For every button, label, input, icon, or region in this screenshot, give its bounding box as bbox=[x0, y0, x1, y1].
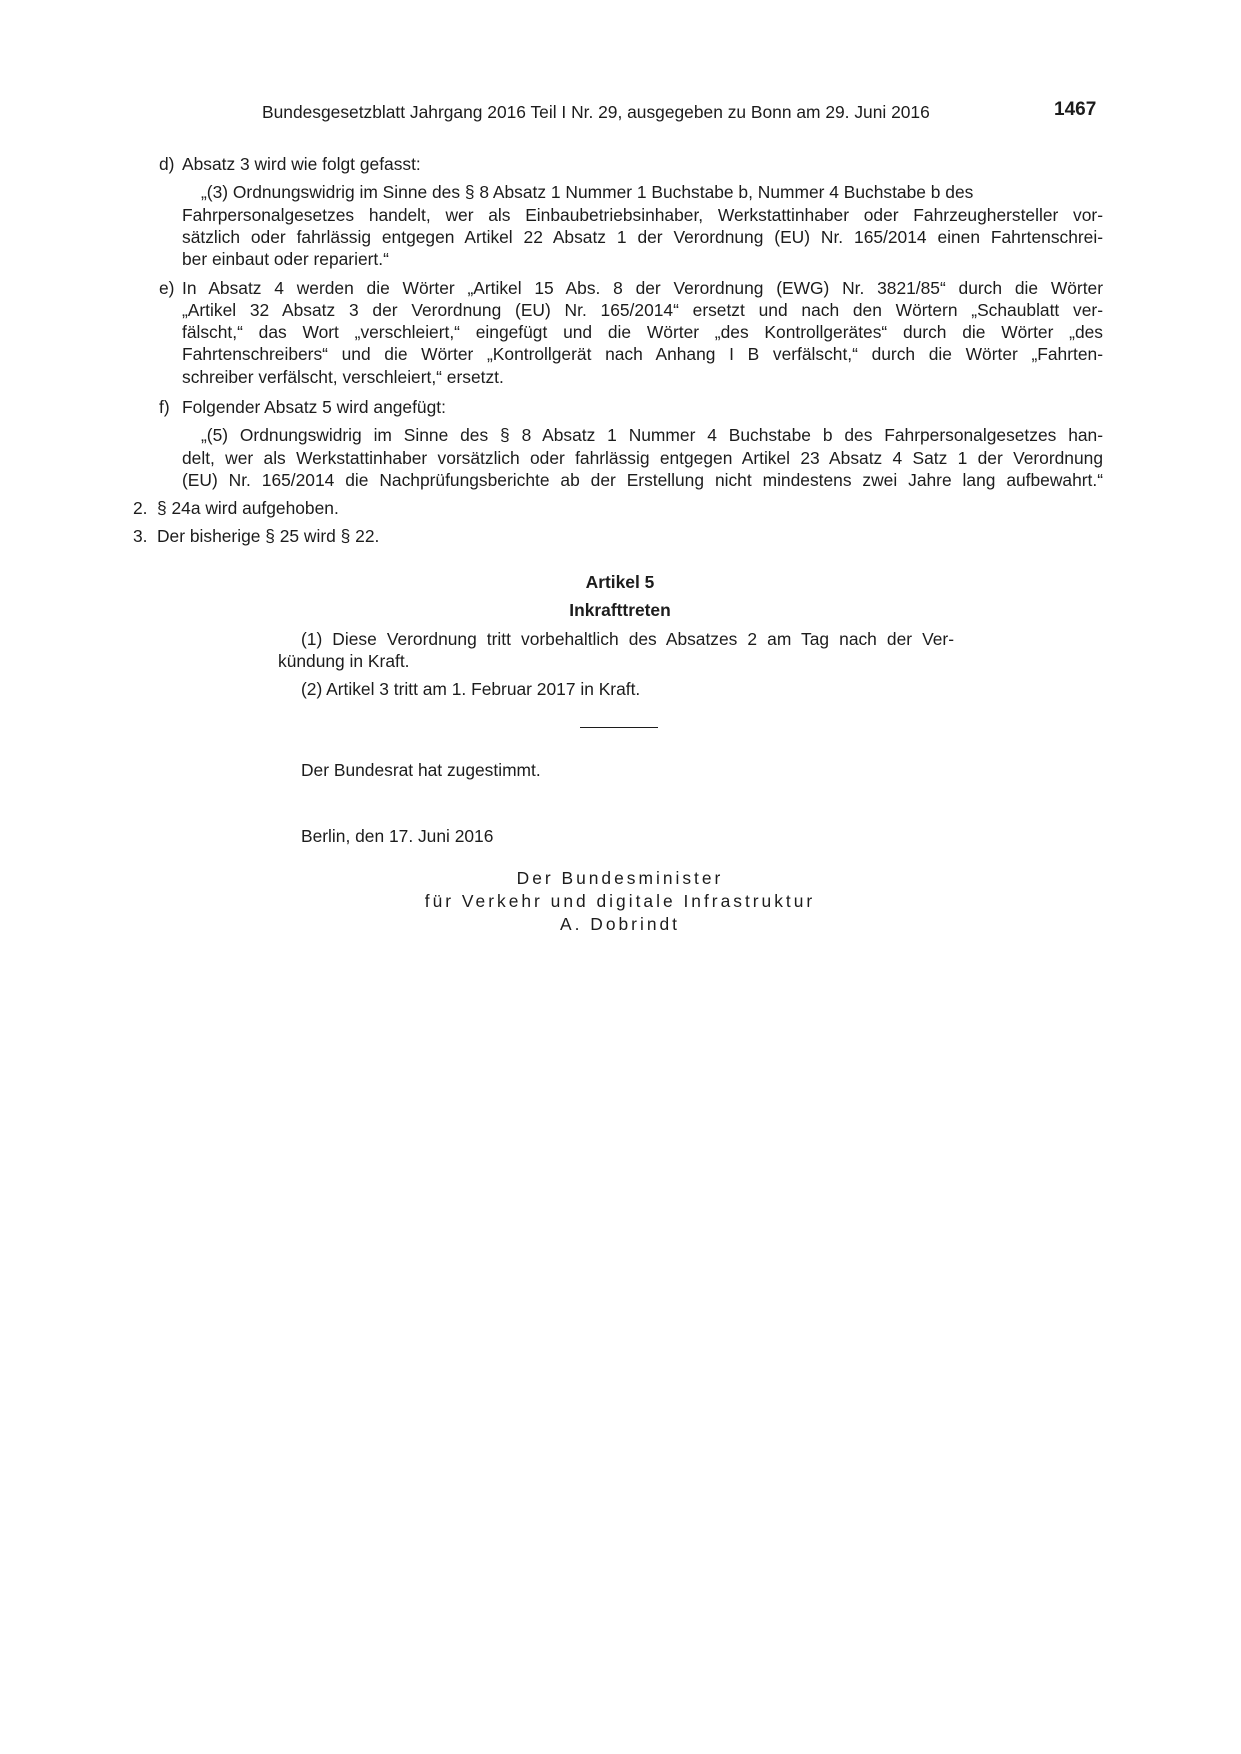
consent-note: Der Bundesrat hat zugestimmt. bbox=[301, 760, 541, 780]
item-text: § 24a wird aufgehoben. bbox=[157, 498, 339, 518]
item-text: Absatz 3 wird wie folgt gefasst: bbox=[182, 154, 421, 174]
signatory-department: für Verkehr und digitale Infrastruktur bbox=[424, 891, 816, 911]
quote-line: ber einbaut oder repariert.“ bbox=[182, 249, 389, 269]
quote-line: Fahrpersonalgesetzes handelt, wer als Einbaubetriebsinhaber, Werkstattinhaber oder Fahrzeughersteller vor- bbox=[182, 205, 1103, 225]
item-text: Folgender Absatz 5 wird angefügt: bbox=[182, 397, 446, 417]
item-label: d) bbox=[159, 154, 175, 174]
quote-line: „(3) Ordnungswidrig im Sinne des § 8 Absatz 1 Nummer 1 Buchstabe b, Nummer 4 Buchstabe b des bbox=[201, 182, 974, 202]
item-label: f) bbox=[159, 397, 170, 417]
quote-line: sätzlich oder fahrlässig entgegen Artikel 22 Absatz 1 der Verordnung (EU) Nr. 165/2014 einen Fahrtenschrei- bbox=[182, 227, 1103, 247]
item-line: In Absatz 4 werden die Wörter „Artikel 15 Abs. 8 der Verordnung (EWG) Nr. 3821/85“ durch die Wörter bbox=[182, 278, 1103, 298]
item-label: 3. bbox=[133, 526, 148, 546]
separator-rule bbox=[580, 727, 658, 728]
item-text: Der bisherige § 25 wird § 22. bbox=[157, 526, 380, 546]
article-paragraph-1: (1) Diese Verordnung tritt vorbehaltlich des Absatzes 2 am Tag nach der Ver- bbox=[301, 629, 954, 649]
page-number: 1467 bbox=[1054, 99, 1097, 120]
article-paragraph-1-cont: kündung in Kraft. bbox=[278, 651, 410, 671]
running-header: Bundesgesetzblatt Jahrgang 2016 Teil I Nr. 29, ausgegeben zu Bonn am 29. Juni 2016 bbox=[262, 102, 930, 122]
quote-line: (EU) Nr. 165/2014 die Nachprüfungsberichte ab der Erstellung nicht mindestens zwei Jahre lang aufbewahrt.“ bbox=[182, 470, 1103, 490]
article-number: Artikel 5 bbox=[585, 572, 655, 592]
article-title: Inkrafttreten bbox=[569, 600, 671, 620]
signatory-title: Der Bundesminister bbox=[516, 868, 724, 888]
place-date: Berlin, den 17. Juni 2016 bbox=[301, 826, 494, 846]
item-line: fälscht,“ das Wort „verschleiert,“ eingefügt und die Wörter „des Kontrollgerätes“ durch die Wörter „des bbox=[182, 322, 1103, 342]
item-label: 2. bbox=[133, 498, 148, 518]
article-paragraph-2: (2) Artikel 3 tritt am 1. Februar 2017 in Kraft. bbox=[301, 679, 641, 699]
item-line: „Artikel 32 Absatz 3 der Verordnung (EU) Nr. 165/2014“ ersetzt und nach den Wörtern „Schaublatt ver- bbox=[182, 300, 1103, 320]
item-line: schreiber verfälscht, verschleiert,“ ersetzt. bbox=[182, 367, 504, 387]
item-line: Fahrtenschreibers“ und die Wörter „Kontrollgerät nach Anhang I B verfälscht,“ durch die Wörter „Fahrten- bbox=[182, 344, 1103, 364]
quote-line: „(5) Ordnungswidrig im Sinne des § 8 Absatz 1 Nummer 4 Buchstabe b des Fahrpersonalgesetzes han- bbox=[201, 425, 1103, 445]
quote-line: delt, wer als Werkstattinhaber vorsätzlich oder fahrlässig entgegen Artikel 23 Absatz 4 Satz 1 der Verordnung bbox=[182, 448, 1103, 468]
item-label: e) bbox=[159, 278, 175, 298]
signatory-name: A. Dobrindt bbox=[560, 914, 680, 934]
